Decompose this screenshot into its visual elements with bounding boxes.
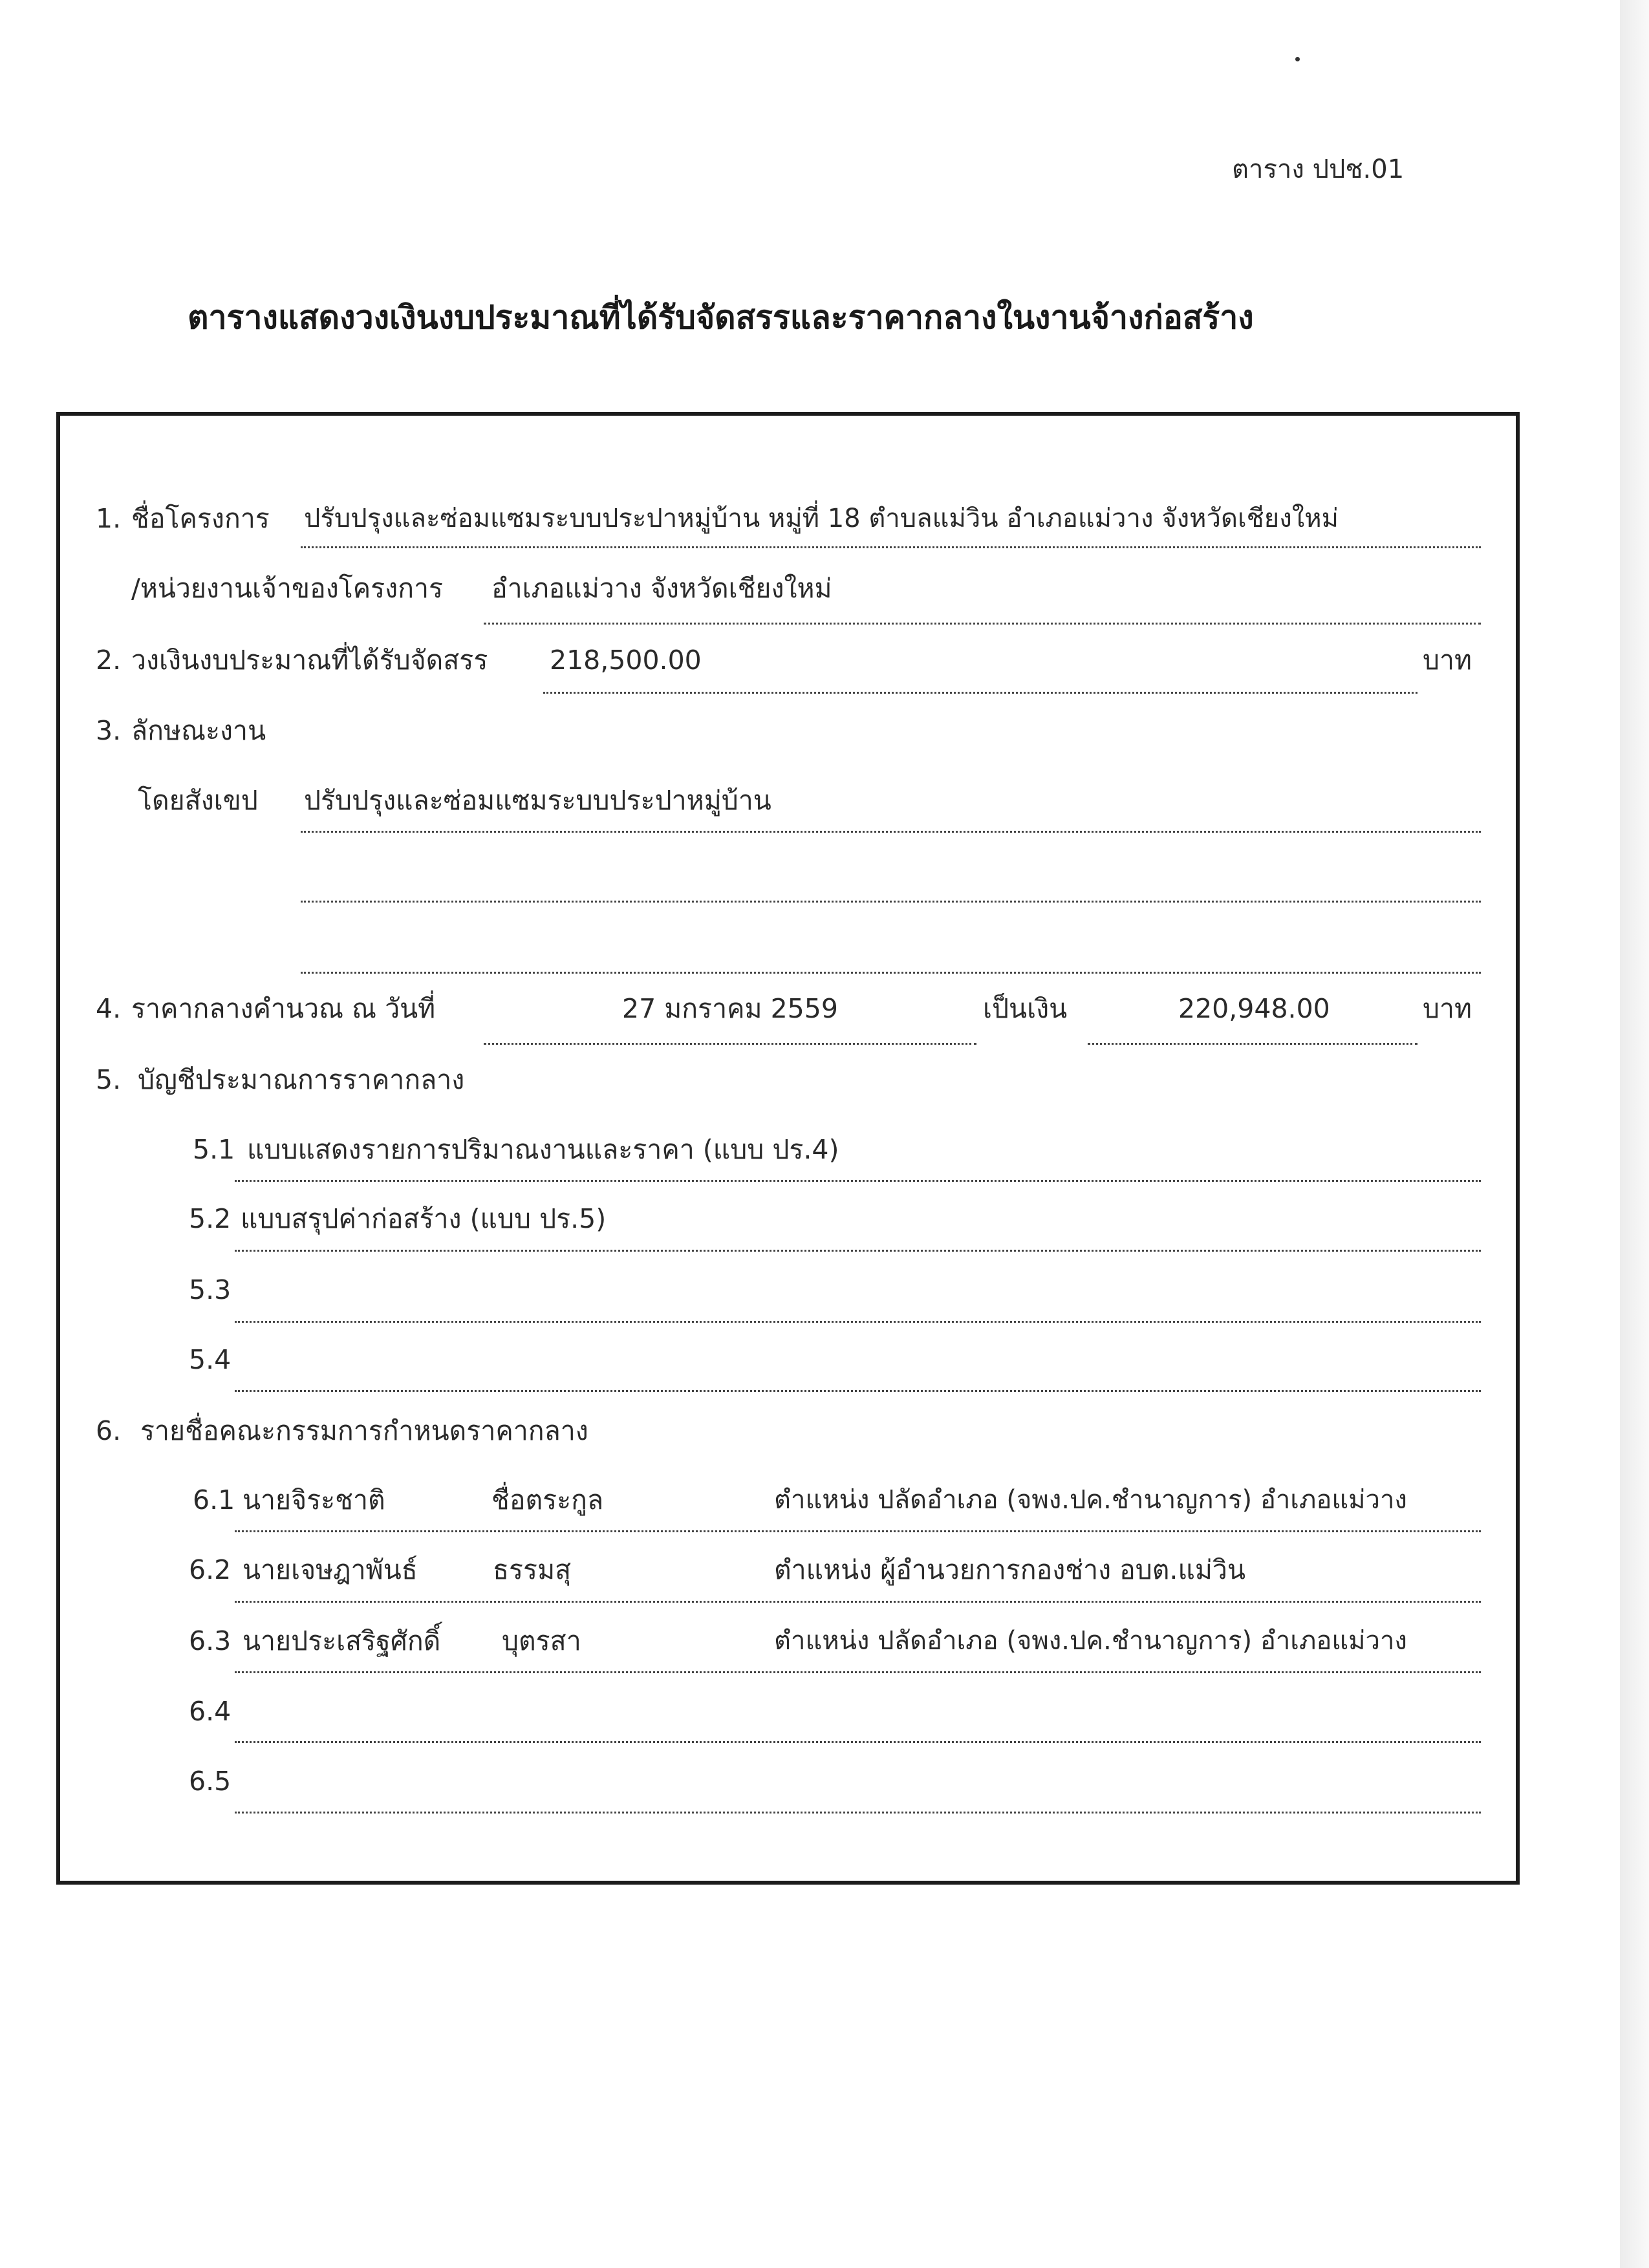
budget-unit: บาท [1423, 645, 1472, 676]
item1-label: ชื่อโครงการ [131, 503, 270, 534]
project-name-value: ปรับปรุงและซ่อมแซมระบบประปาหมู่บ้าน หมู่ที่ 18 ตำบลแม่วิน อำเภอแม่วาง จังหวัดเชียงใหม่ [304, 504, 1339, 533]
project-name-line [301, 546, 1481, 548]
owner-line [484, 623, 1481, 625]
item2-number: 2. [96, 645, 122, 676]
item5-2-text: แบบสรุปค่าก่อสร้าง (แบบ ปร.5) [241, 1203, 607, 1234]
item5-2-line [235, 1250, 1481, 1252]
committee-2-line [235, 1601, 1481, 1603]
item6-label: รายชื่อคณะกรรมการกำหนดราคากลาง [140, 1415, 588, 1446]
median-price-amount: 220,948.00 [1178, 993, 1330, 1024]
item2-label: วงเงินงบประมาณที่ได้รับจัดสรร [131, 645, 488, 676]
item6-number: 6. [96, 1415, 122, 1446]
item5-3-number: 5.3 [189, 1274, 232, 1305]
owner-value: อำเภอแม่วาง จังหวัดเชียงใหม่ [491, 573, 832, 604]
document-title: ตารางแสดงวงเงินงบประมาณที่ได้รับจัดสรรและราคากลางในงานจ้างก่อสร้าง [188, 299, 1254, 336]
amount-line [1088, 1043, 1417, 1045]
committee-1-surname: ชื่อตระกูล [491, 1484, 604, 1515]
summary-label: โดยสังเขป [138, 785, 258, 816]
summary-line-1 [301, 831, 1481, 833]
item5-1-line [235, 1180, 1481, 1182]
budget-line [543, 692, 1417, 694]
committee-4-line [235, 1741, 1481, 1743]
item3-label: ลักษณะงาน [131, 715, 266, 746]
page-edge-shadow [1620, 0, 1649, 2268]
scan-speck [1295, 57, 1300, 61]
item1-number: 1. [96, 503, 122, 534]
committee-5-number: 6.5 [189, 1766, 232, 1797]
committee-1-name: นายจิระชาติ [242, 1484, 385, 1515]
budget-value: 218,500.00 [550, 645, 702, 676]
amount-label: เป็นเงิน [983, 993, 1068, 1024]
committee-3-line [235, 1671, 1481, 1673]
item5-number: 5. [96, 1064, 122, 1095]
item3-number: 3. [96, 715, 122, 746]
item5-4-line [235, 1390, 1481, 1392]
committee-2-name: นายเจษฎาพันธ์ [242, 1554, 418, 1585]
item5-1-number: 5.1 [193, 1134, 235, 1165]
summary-line-3 [301, 972, 1481, 974]
item4-label: ราคากลางคำนวณ ณ วันที่ [131, 993, 436, 1024]
item5-3-line [235, 1321, 1481, 1323]
committee-5-line [235, 1812, 1481, 1813]
summary-value: ปรับปรุงและซ่อมแซมระบบประปาหมู่บ้าน [304, 785, 771, 816]
document-code: ตาราง ปปช.01 [1232, 155, 1405, 184]
committee-1-number: 6.1 [193, 1484, 235, 1515]
committee-2-surname: ธรรมสุ [493, 1554, 572, 1585]
summary-line-2 [301, 901, 1481, 903]
committee-1-position: ตำแหน่ง ปลัดอำเภอ (จพง.ปค.ชำนาญการ) อำเภอแม่วาง [774, 1485, 1407, 1515]
item4-number: 4. [96, 993, 122, 1024]
committee-2-position: ตำแหน่ง ผู้อำนวยการกองช่าง อบต.แม่วิน [774, 1554, 1245, 1585]
date-line [484, 1043, 976, 1045]
owner-label: /หน่วยงานเจ้าของโครงการ [131, 573, 444, 604]
committee-3-position: ตำแหน่ง ปลัดอำเภอ (จพง.ปค.ชำนาญการ) อำเภอแม่วาง [774, 1626, 1407, 1656]
committee-3-surname: บุตรสา [502, 1625, 581, 1656]
item5-label: บัญชีประมาณการราคากลาง [138, 1064, 465, 1095]
committee-2-number: 6.2 [189, 1554, 232, 1585]
committee-1-line [235, 1530, 1481, 1532]
committee-4-number: 6.4 [189, 1696, 232, 1727]
committee-3-number: 6.3 [189, 1625, 232, 1656]
amount-unit: บาท [1423, 993, 1472, 1024]
median-price-date: 27 มกราคม 2559 [622, 993, 838, 1024]
item5-4-number: 5.4 [189, 1344, 232, 1375]
item5-2-number: 5.2 [189, 1203, 232, 1234]
committee-3-name: นายประเสริฐศักดิ์ [242, 1625, 441, 1656]
item5-1-text: แบบแสดงรายการปริมาณงานและราคา (แบบ ปร.4) [247, 1134, 839, 1165]
